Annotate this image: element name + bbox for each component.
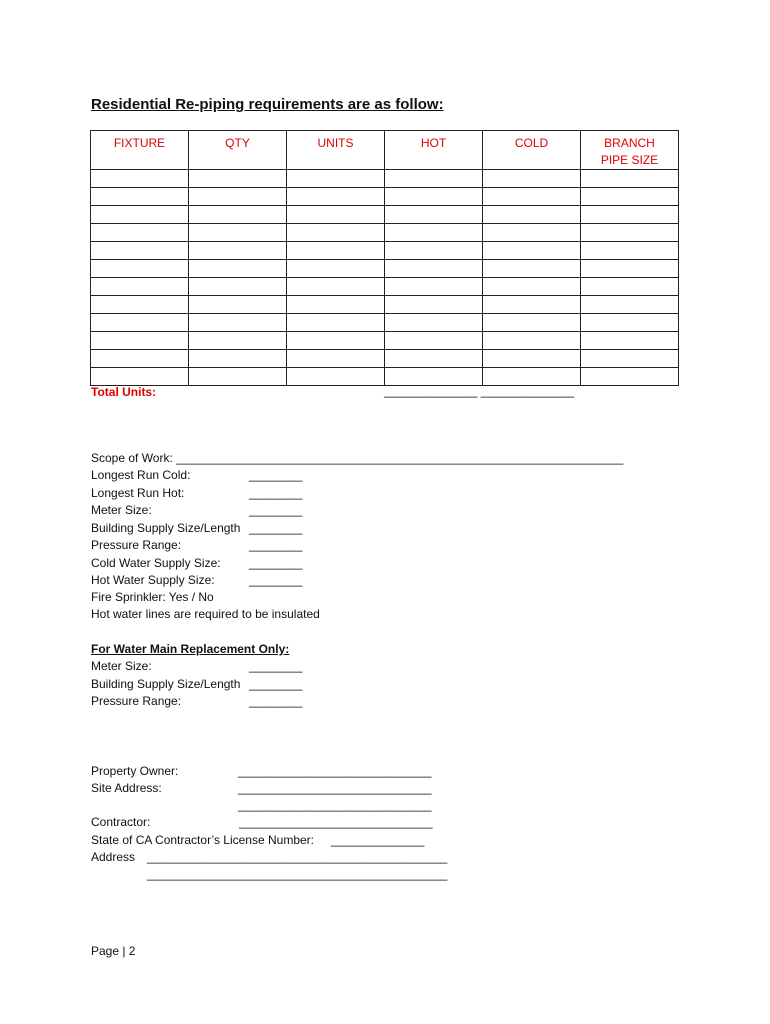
license-field[interactable]: ______________	[331, 833, 425, 847]
scope-item-label: Longest Run Hot:	[91, 485, 185, 500]
total-units-blanks[interactable]: ______________ ______________	[384, 384, 575, 398]
table-cell[interactable]	[91, 332, 189, 350]
scope-item-field[interactable]: ________	[249, 485, 303, 500]
scope-item-field[interactable]: ________	[249, 573, 303, 587]
total-units-label: Total Units:	[91, 385, 157, 399]
table-row	[91, 314, 679, 332]
table-cell[interactable]	[581, 296, 679, 314]
table-cell[interactable]	[91, 188, 189, 206]
table-cell[interactable]	[287, 350, 385, 368]
table-cell[interactable]	[287, 332, 385, 350]
table-cell[interactable]	[483, 368, 581, 386]
header-qty: QTY	[189, 131, 287, 170]
fire-sprinkler-field[interactable]: Fire Sprinkler: Yes / No	[91, 590, 214, 604]
table-row	[91, 242, 679, 260]
scope-item-label: Meter Size:	[91, 503, 152, 517]
scope-item-label: Cold Water Supply Size:	[91, 555, 221, 570]
header-cold: COLD	[483, 131, 581, 170]
water-main-item-field[interactable]: ________	[249, 694, 303, 708]
scope-of-work-field[interactable]: Scope of Work: ___________________________________________________________________	[91, 451, 624, 465]
page-number: Page | 2	[91, 944, 136, 958]
table-cell[interactable]	[91, 296, 189, 314]
table-cell[interactable]	[581, 260, 679, 278]
table-row	[91, 224, 679, 242]
table-cell[interactable]	[385, 260, 483, 278]
table-row	[91, 206, 679, 224]
contractor-label: Contractor:	[91, 815, 151, 829]
table-cell[interactable]	[189, 206, 287, 224]
table-cell[interactable]	[581, 278, 679, 296]
table-cell[interactable]	[483, 260, 581, 278]
table-cell[interactable]	[483, 206, 581, 224]
table-cell[interactable]	[385, 368, 483, 386]
table-cell[interactable]	[287, 260, 385, 278]
table-cell[interactable]	[581, 206, 679, 224]
table-cell[interactable]	[287, 278, 385, 296]
table-cell[interactable]	[287, 170, 385, 188]
table-cell[interactable]	[385, 350, 483, 368]
table-cell[interactable]	[189, 350, 287, 368]
table-cell[interactable]	[287, 314, 385, 332]
table-row	[91, 296, 679, 314]
insulation-note: Hot water lines are required to be insulated	[91, 607, 320, 621]
scope-item-field[interactable]: ________	[249, 520, 303, 535]
table-cell[interactable]	[287, 368, 385, 386]
scope-item-field[interactable]: ________	[249, 538, 303, 552]
table-cell[interactable]	[483, 188, 581, 206]
address-label: Address	[91, 850, 136, 864]
table-cell[interactable]	[189, 170, 287, 188]
table-cell[interactable]	[483, 242, 581, 260]
table-cell[interactable]	[91, 224, 189, 242]
table-row	[91, 260, 679, 278]
water-main-item-label: Pressure Range:	[91, 694, 182, 708]
table-cell[interactable]	[483, 350, 581, 368]
table-cell[interactable]	[91, 278, 189, 296]
table-cell[interactable]	[91, 242, 189, 260]
scope-item-field[interactable]: ________	[249, 503, 303, 517]
table-cell[interactable]	[91, 170, 189, 188]
scope-item-field[interactable]: ________	[249, 555, 303, 570]
table-row	[91, 368, 679, 386]
address-field[interactable]: _____________________________________________	[147, 850, 448, 864]
table-cell[interactable]	[581, 170, 679, 188]
table-cell[interactable]	[189, 332, 287, 350]
table-cell[interactable]	[91, 314, 189, 332]
table-cell[interactable]	[189, 188, 287, 206]
table-cell[interactable]	[581, 188, 679, 206]
table-row	[91, 350, 679, 368]
table-cell[interactable]	[189, 242, 287, 260]
table-cell[interactable]	[385, 242, 483, 260]
table-cell[interactable]	[483, 224, 581, 242]
scope-item-label: Pressure Range:	[91, 538, 182, 552]
table-cell[interactable]	[287, 188, 385, 206]
contractor-field[interactable]: _____________________________	[239, 815, 433, 829]
table-cell[interactable]	[483, 314, 581, 332]
table-cell[interactable]	[189, 224, 287, 242]
table-cell[interactable]	[581, 242, 679, 260]
site-address-field-2[interactable]: _____________________________	[238, 798, 432, 812]
water-main-item-field[interactable]: ________	[249, 659, 303, 673]
property-owner-field[interactable]: _____________________________	[238, 764, 432, 778]
scope-item-label: Building Supply Size/Length	[91, 520, 241, 535]
table-cell[interactable]	[91, 206, 189, 224]
scope-item-label: Hot Water Supply Size:	[91, 573, 215, 587]
table-cell[interactable]	[581, 368, 679, 386]
table-cell[interactable]	[189, 368, 287, 386]
table-cell[interactable]	[581, 350, 679, 368]
table-cell[interactable]	[581, 314, 679, 332]
table-row	[91, 188, 679, 206]
table-cell[interactable]	[287, 224, 385, 242]
page-title: Residential Re-piping requirements are as follow:	[91, 96, 444, 113]
table-row	[91, 170, 679, 188]
site-address-field[interactable]: _____________________________	[238, 781, 432, 795]
table-cell[interactable]	[581, 224, 679, 242]
table-cell[interactable]	[287, 296, 385, 314]
scope-item-label: Longest Run Cold:	[91, 468, 191, 482]
table-cell[interactable]	[483, 296, 581, 314]
site-address-label: Site Address:	[91, 781, 162, 795]
table-cell[interactable]	[189, 314, 287, 332]
header-branch-pipe-size: BRANCH PIPE SIZE	[581, 131, 679, 170]
table-cell[interactable]	[287, 242, 385, 260]
table-header-row	[91, 131, 679, 170]
table-cell[interactable]	[483, 170, 581, 188]
table-cell[interactable]	[385, 224, 483, 242]
license-label: State of CA Contractor’s License Number:	[91, 833, 314, 847]
header-units: UNITS	[287, 131, 385, 170]
fixture-table	[90, 130, 679, 386]
address-field-2[interactable]: _____________________________________________	[147, 867, 448, 881]
table-cell[interactable]	[385, 170, 483, 188]
table-cell[interactable]	[189, 260, 287, 278]
header-fixture: FIXTURE	[91, 131, 189, 170]
table-cell[interactable]	[91, 260, 189, 278]
table-cell[interactable]	[385, 278, 483, 296]
table-cell[interactable]	[581, 332, 679, 350]
table-cell[interactable]	[91, 350, 189, 368]
table-cell[interactable]	[385, 314, 483, 332]
table-cell[interactable]	[483, 332, 581, 350]
table-cell[interactable]	[385, 188, 483, 206]
water-main-item-label: Meter Size:	[91, 659, 152, 673]
table-cell[interactable]	[385, 332, 483, 350]
table-cell[interactable]	[385, 296, 483, 314]
table-cell[interactable]	[189, 278, 287, 296]
property-owner-label: Property Owner:	[91, 764, 179, 778]
table-cell[interactable]	[483, 278, 581, 296]
scope-item-field[interactable]: ________	[249, 468, 303, 482]
table-cell[interactable]	[385, 206, 483, 224]
table-cell[interactable]	[91, 368, 189, 386]
water-main-item-field[interactable]: ________	[249, 676, 303, 691]
table-cell[interactable]	[287, 206, 385, 224]
water-main-item-label: Building Supply Size/Length	[91, 676, 241, 691]
table-cell[interactable]	[189, 296, 287, 314]
water-main-heading: For Water Main Replacement Only:	[91, 642, 290, 656]
table-row	[91, 332, 679, 350]
header-hot: HOT	[385, 131, 483, 170]
table-row	[91, 278, 679, 296]
